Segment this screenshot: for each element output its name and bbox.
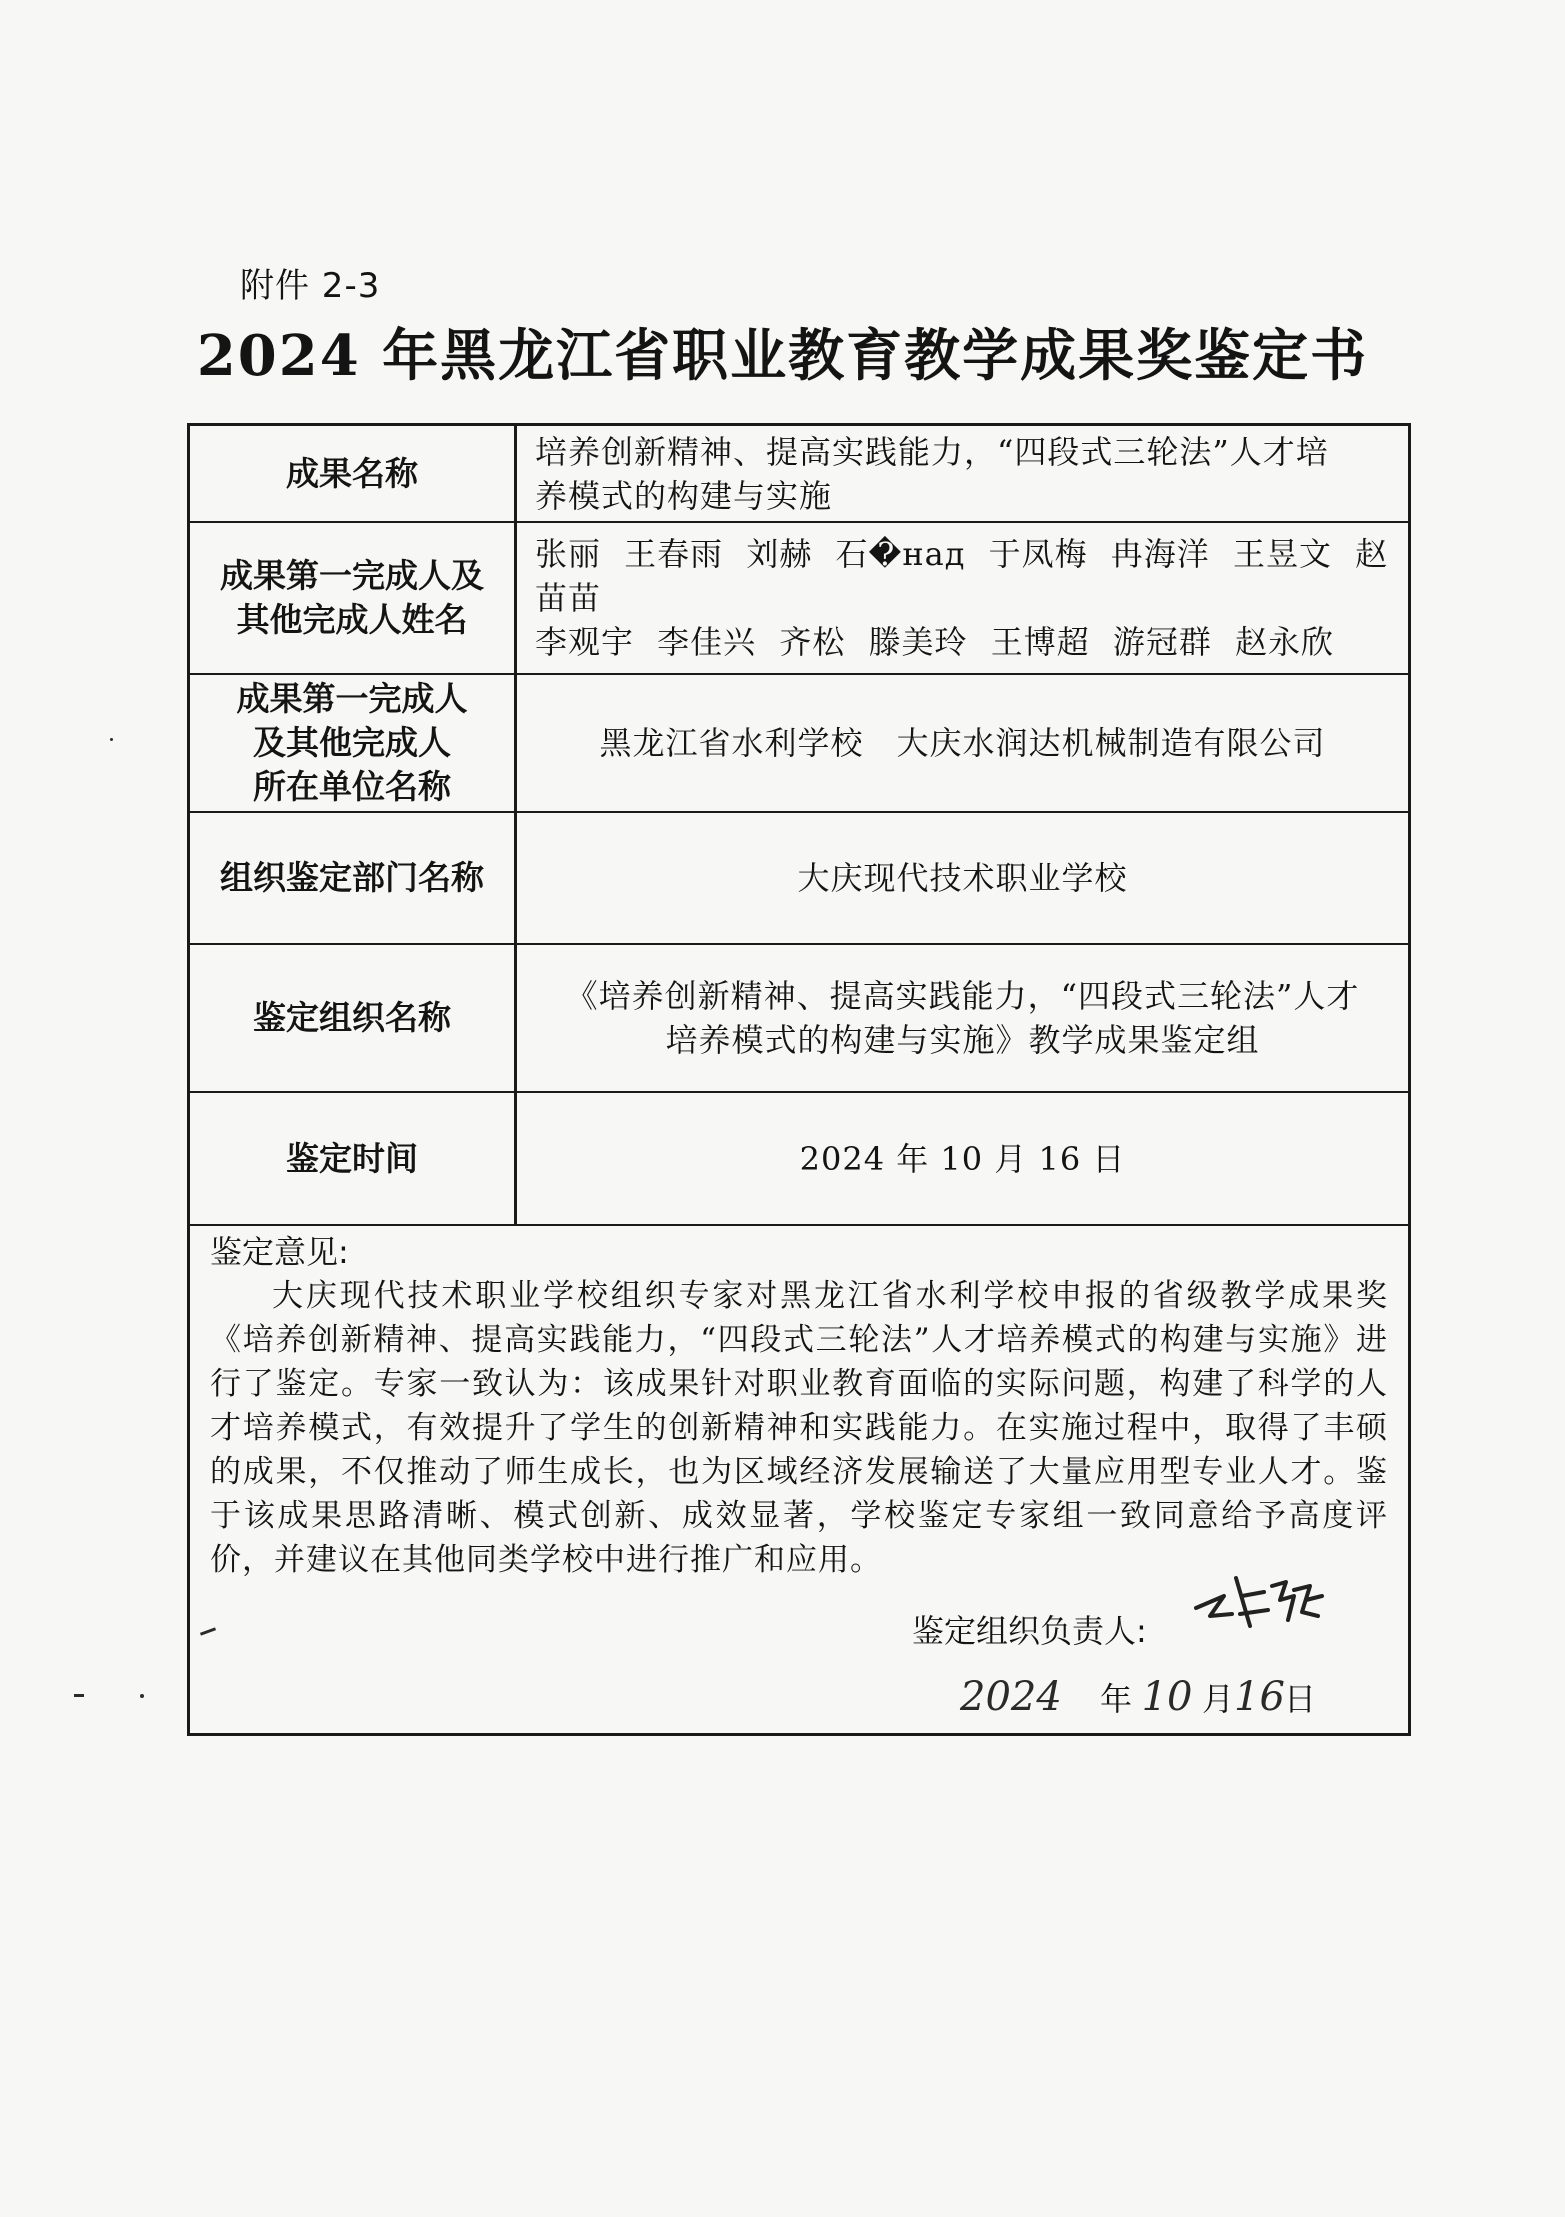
value-department xyxy=(517,813,1408,943)
row-date xyxy=(190,1093,1408,1226)
names-line: 张丽 王春雨 刘赫 石�над 于凤梅 冉海洋 王昱文 赵苗苗 xyxy=(535,535,1389,617)
value-date xyxy=(517,1093,1408,1224)
label-achievement-name xyxy=(190,426,517,521)
row-organization xyxy=(190,945,1408,1093)
value-line: 培养模式的构建与实施》教学成果鉴定组 xyxy=(665,1021,1260,1059)
units-text: 黑龙江省水利学校 大庆水润达机械制造有限公司 xyxy=(599,724,1326,762)
value-line: 《培养创新精神、提高实践能力，“四段式三轮法”人才 xyxy=(565,977,1360,1015)
label-text: 组织鉴定部门名称 xyxy=(220,858,484,897)
label-completers xyxy=(190,523,517,673)
label-department xyxy=(190,813,517,943)
label-line: 及其他完成人 xyxy=(253,723,451,762)
value-units xyxy=(517,675,1408,811)
department-text: 大庆现代技术职业学校 xyxy=(797,859,1128,897)
scan-speck xyxy=(140,1694,144,1698)
year-unit: 年 xyxy=(1100,1680,1133,1718)
row-units xyxy=(190,675,1408,813)
document-title: 2024 年黑龙江省职业教育教学成果奖鉴定书 xyxy=(196,323,1369,389)
signer-line xyxy=(912,1606,1147,1652)
handwritten-day: 16 xyxy=(1234,1674,1285,1720)
value-achievement-name xyxy=(517,426,1408,521)
value-line: 培养创新精神、提高实践能力，“四段式三轮法”人才培 xyxy=(535,432,1329,471)
label-text: 鉴定时间 xyxy=(286,1138,418,1178)
row-achievement-name xyxy=(190,426,1408,523)
label-line: 所在单位名称 xyxy=(253,767,451,806)
opinion-heading: 鉴定意见: xyxy=(210,1233,349,1271)
handwritten-month: 10 xyxy=(1141,1674,1193,1720)
label-line: 成果第一完成人及 xyxy=(220,556,484,595)
row-department xyxy=(190,813,1408,945)
label-units xyxy=(190,675,517,811)
day-unit: 日 xyxy=(1284,1680,1317,1718)
label-line: 其他完成人姓名 xyxy=(236,600,468,639)
opinion-text: 大庆现代技术职业学校组织专家对黑龙江省水利学校申报的省级教学成果奖《培养创新精神、提高实践能力，“四段式三轮法”人才培养模式的构建与实施》进行了鉴定。专家一致认为：该成果针对职业教育面临的实际问题，构建了科学的人才培养模式，有效提升了学生的创新精神和实践能力。在实施过程中，取得了丰硕的成果，不仅推动了师生成长，也为区域经济发展输送了大量应用型专业人才。鉴于该成果思路清晰、模式创新、成效显著，学校鉴定专家组一致同意给予高度评价，并建议在其他同类学校中进行推广和应用。 xyxy=(210,1278,1388,1578)
scan-speck xyxy=(74,1694,84,1697)
label-text: 成果名称 xyxy=(286,453,418,493)
handwritten-year: 2024 xyxy=(960,1674,1062,1720)
names-line: 李观宇 李佳兴 齐松 滕美玲 王博超 游冠群 赵永欣 xyxy=(535,623,1335,661)
value-completers xyxy=(517,523,1408,673)
signer-label: 鉴定组织负责人: xyxy=(912,1612,1147,1650)
signature-date xyxy=(960,1674,1316,1720)
handwritten-signature xyxy=(1190,1556,1330,1646)
label-date xyxy=(190,1093,517,1224)
label-text: 鉴定组织名称 xyxy=(253,998,451,1037)
value-line: 养模式的构建与实施 xyxy=(535,476,833,515)
scan-speck xyxy=(110,738,113,741)
attachment-number: 附件 2-3 xyxy=(240,266,381,306)
opinion-section xyxy=(190,1226,1408,1733)
appraisal-form-table xyxy=(187,423,1411,1736)
row-completers xyxy=(190,523,1408,675)
label-organization xyxy=(190,945,517,1091)
value-organization xyxy=(517,945,1408,1091)
label-line: 成果第一完成人 xyxy=(236,679,468,718)
month-unit: 月 xyxy=(1202,1680,1235,1718)
date-text: 2024 年 10 月 16 日 xyxy=(799,1139,1126,1178)
